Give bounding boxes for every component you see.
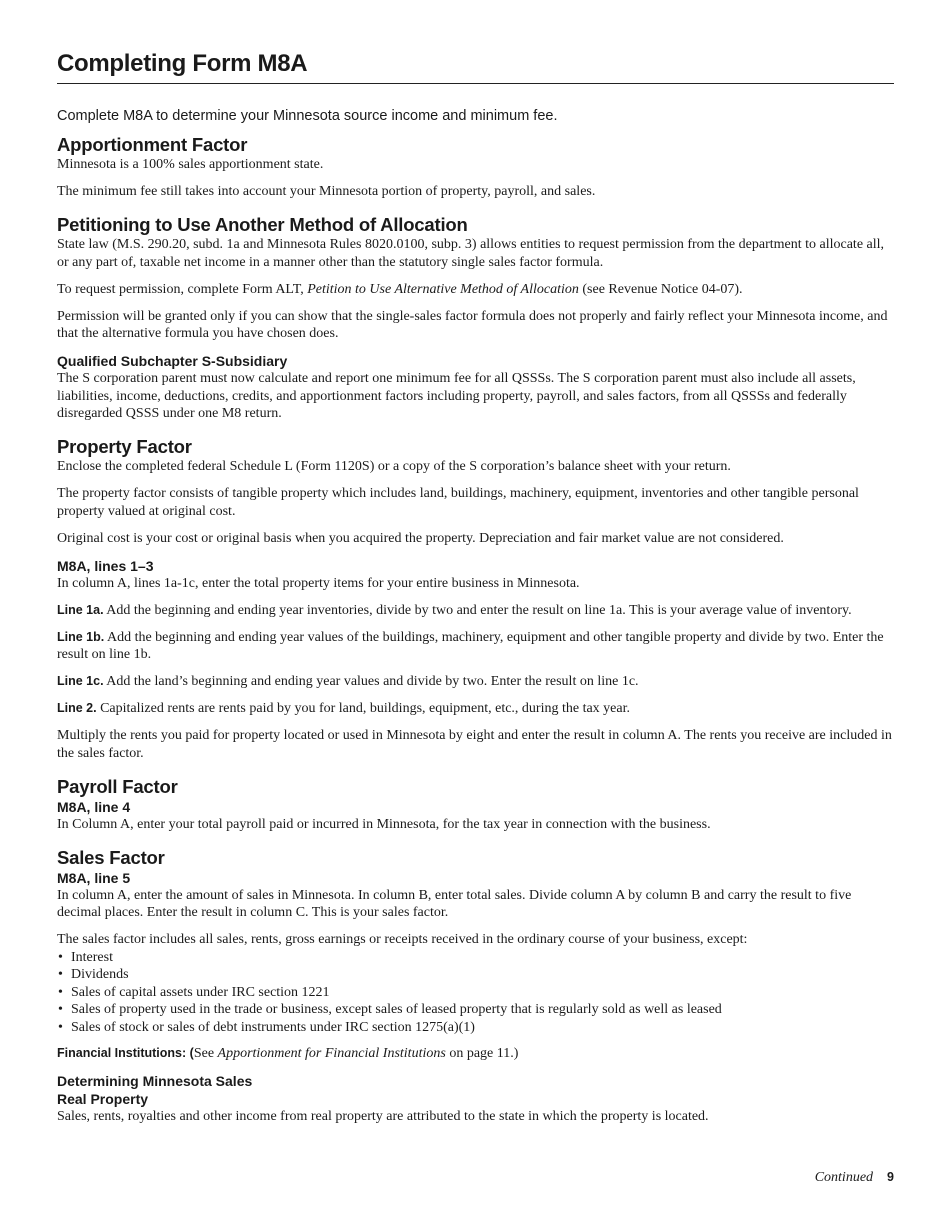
line-1b: Line 1b. Add the beginning and ending year values of the buildings, machinery, equipment and other tangible property and divide by two. Enter the result on line 1b.: [57, 629, 884, 662]
list-item: • Sales of stock or sales of debt instruments under IRC section 1275(a)(1): [57, 1019, 894, 1037]
intro-text: Complete M8A to determine your Minnesota source income and minimum fee.: [57, 108, 558, 124]
page-title: Completing Form M8A: [57, 50, 308, 77]
rents-paragraph: Multiply the rents you paid for property located or used in Minnesota by eight and enter the result in column A. The rents you receive are included in the sales factor.: [57, 728, 892, 761]
list-item: • Interest: [57, 949, 894, 967]
apportionment-heading: Apportionment Factor: [57, 134, 248, 155]
payroll-subheading: M8A, line 4: [57, 798, 131, 815]
line-1c: Line 1c. Add the land’s beginning and ending year values and divide by two. Enter the result on line 1c.: [57, 674, 639, 689]
list-item: • Sales of property used in the trade or business, except sales of leased property that is regularly sold as well as leased: [57, 1001, 894, 1019]
petitioning-p1: State law (M.S. 290.20, subd. 1a and Minnesota Rules 8020.0100, subp. 3) allows entities to request permission from the department to allocate all, or any part of, taxable net income in a manner other than the statutory single sales factor formula.: [57, 237, 885, 270]
page-number: 9: [887, 1170, 894, 1184]
property-lines-heading: M8A, lines 1–3: [57, 557, 154, 574]
property-heading: Property Factor: [57, 436, 192, 457]
determining-heading: Determining Minnesota Sales: [57, 1073, 253, 1089]
real-property-subheading: Real Property: [57, 1091, 149, 1107]
form-alt-title: Petition to Use Alternative Method of Allocation: [307, 281, 579, 297]
petitioning-p3: Permission will be granted only if you can show that the single-sales factor formula does not properly and fairly reflect your Minnesota income, and that the alternative formula you have chosen does.: [57, 308, 888, 341]
sales-subheading: M8A, line 5: [57, 869, 131, 886]
line-2: Line 2. Capitalized rents are rents paid by you for land, buildings, equipment, etc., during the tax year.: [57, 701, 631, 716]
qsss-p1: The S corporation parent must now calculate and report one minimum fee for all QSSSs. The S corporation parent must also include all assets, liabilities, income, deductions, credits, and apportionment factors including property, payroll, and sales factors, from all QSSSs and federally disregarded QSSS under one M8 return.: [57, 371, 856, 421]
payroll-heading: Payroll Factor: [57, 775, 178, 797]
apportionment-p2: The minimum fee still takes into account your Minnesota portion of property, payroll, and sales.: [57, 184, 596, 199]
petitioning-heading: Petitioning to Use Another Method of Allocation: [57, 214, 468, 235]
petitioning-p2: To request permission, complete Form ALT, Petition to Use Alternative Method of Allocation (see Revenue Notice 04-07).: [57, 281, 743, 297]
continued-label: Continued: [814, 1170, 874, 1185]
sales-exclusions-list: [57, 949, 894, 1037]
sales-p1: In column A, enter the amount of sales in Minnesota. In column B, enter total sales. Divide column A by column B and carry the result to five decimal places. Enter the result in column C. This is your sales factor.: [57, 887, 852, 920]
payroll-p1: In Column A, enter your total payroll paid or incurred in Minnesota, for the tax year in connection with the business.: [57, 816, 711, 832]
property-p1: Enclose the completed federal Schedule L (Form 1120S) or a copy of the S corporation’s balance sheet with your return.: [57, 459, 731, 474]
property-lines-intro: In column A, lines 1a-1c, enter the total property items for your entire business in Minnesota.: [57, 575, 580, 591]
property-p2: The property factor consists of tangible property which includes land, buildings, machinery, equipment, inventories and other tangible personal property valued at original cost.: [57, 486, 859, 519]
financial-institutions-note: Financial Institutions: (See Apportionment for Financial Institutions on page 11.): [57, 1046, 519, 1061]
list-item: • Dividends: [57, 966, 894, 984]
sales-heading: Sales Factor: [57, 846, 165, 868]
property-p3: Original cost is your cost or original basis when you acquired the property. Depreciation and fair market value are not considered.: [57, 530, 784, 546]
real-property-p1: Sales, rents, royalties and other income from real property are attributed to the state in which the property is located.: [57, 1109, 709, 1124]
title-rule: [57, 83, 894, 84]
content: [57, 106, 894, 1135]
line-1a: Line 1a. Add the beginning and ending year inventories, divide by two and enter the result on line 1a. This is your average value of inventory.: [57, 602, 852, 618]
sales-p2: The sales factor includes all sales, rents, gross earnings or receipts received in the ordinary course of your business, except:: [57, 932, 748, 947]
apportionment-p1: Minnesota is a 100% sales apportionment state.: [57, 157, 324, 172]
list-item: • Sales of capital assets under IRC section 1221: [57, 984, 894, 1002]
qsss-heading: Qualified Subchapter S-Subsidiary: [57, 353, 288, 369]
page-footer: [815, 1170, 894, 1186]
